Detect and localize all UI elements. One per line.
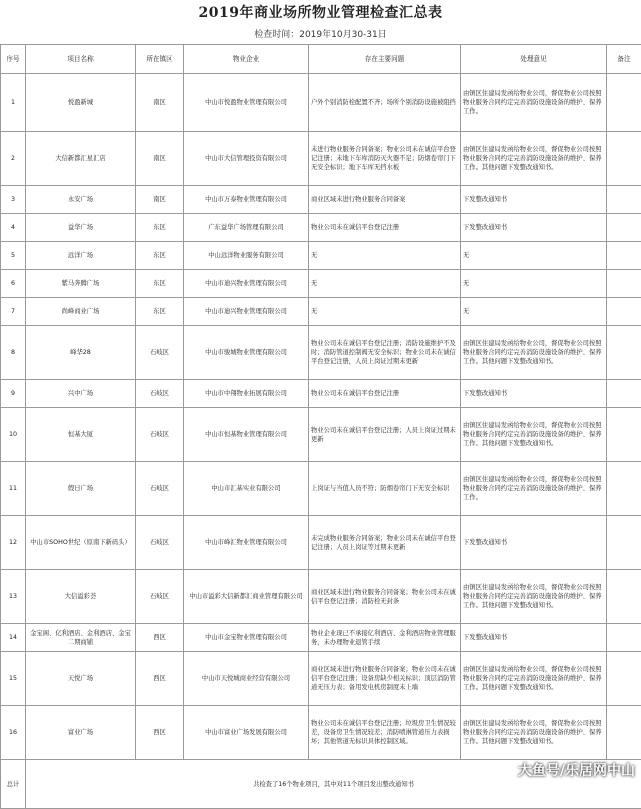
main-issue-cell: 商业区域未进行物业服务合同备案: [309, 186, 461, 214]
table-row: [1, 74, 641, 132]
remark-cell: [607, 270, 641, 298]
property-company-cell: 中山市中翔物业拓展有限公司: [184, 380, 309, 408]
row-number-cell: 14: [1, 624, 26, 652]
district-cell: 石岐区: [136, 380, 184, 408]
property-company-cell: 中山市峰汇物业管理有限公司: [184, 516, 309, 570]
project-name-cell: 中山市SOHO世纪（原南下新码头）: [26, 516, 136, 570]
handling-opinion-cell: 由镇区住建局发函给物业公司，督促物业公司按照物业服务合同约定完善消防设施设备的维护、保养工作。: [461, 74, 607, 132]
handling-opinion-cell: 由镇区住建局发函给物业公司，督促物业公司按照物业服务合同约定完善消防设施设备的维护、保养工作。其他问题下发整改通知书。: [461, 570, 607, 624]
handling-opinion-cell: 无: [461, 298, 607, 326]
handling-opinion-cell: 下发整改通知书: [461, 186, 607, 214]
col-header-company: 物业企业: [184, 45, 309, 74]
row-number-cell: 13: [1, 570, 26, 624]
table-row: [1, 570, 641, 624]
property-company-cell: 中山市金宝物业管理有限公司: [184, 624, 309, 652]
inspection-date: 检查时间：2019年10月30-31日: [0, 26, 641, 44]
table-body: [1, 74, 641, 760]
main-issue-cell: 物业公司未在诚信平台登记注册: [309, 214, 461, 242]
row-number-cell: 10: [1, 408, 26, 462]
main-issue-cell: 物业公司未在诚信平台登记注册: [309, 380, 461, 408]
col-header-district: 所在镇区: [136, 45, 184, 74]
project-name-cell: 天悦广场: [26, 652, 136, 706]
main-issue-cell: 物业公司未在诚信平台登记注册；消防设施维护不及时；消防管道控制阀无安全标识；物业公司未在诚信平台登记注册，人员上岗证过期未更新: [309, 326, 461, 380]
main-issue-cell: 物业公司未在诚信平台登记注册；人员上岗证过期未更新: [309, 408, 461, 462]
remark-cell: [607, 326, 641, 380]
project-name-cell: 大信新都汇星汇店: [26, 132, 136, 186]
handling-opinion-cell: 由镇区住建局发函给物业公司，督促物业公司按照物业服务合同约定完善消防设施设备的维护、保养工作。其他问题下发整改通知书。: [461, 326, 607, 380]
district-cell: 南区: [136, 74, 184, 132]
main-issue-cell: 上岗证与当值人员不符；防烟卷帘门下无安全标识: [309, 462, 461, 516]
project-name-cell: 紫马奔腾广场: [26, 270, 136, 298]
row-number-cell: 2: [1, 132, 26, 186]
table-row: [1, 652, 641, 706]
row-number-cell: 16: [1, 706, 26, 760]
district-cell: 石岐区: [136, 516, 184, 570]
inspection-table: [0, 44, 641, 809]
remark-cell: [607, 298, 641, 326]
header-row: [1, 45, 641, 74]
property-company-cell: 中山远洋物业服务有限公司: [184, 242, 309, 270]
handling-opinion-cell: 下发整改通知书: [461, 214, 607, 242]
project-name-cell: 永安广场: [26, 186, 136, 214]
remark-cell: [607, 408, 641, 462]
main-issue-cell: 物业企业现已不承接亿利酒店、金利酒店物业管理服务，未办理物业退管手续: [309, 624, 461, 652]
project-name-cell: 假日广场: [26, 462, 136, 516]
row-number-cell: 6: [1, 270, 26, 298]
district-cell: 西区: [136, 652, 184, 706]
district-cell: 石岐区: [136, 570, 184, 624]
project-name-cell: 峰华28: [26, 326, 136, 380]
main-issue-cell: 物业公司未在诚信平台登记注册；垃圾房卫生情况较差，设备房卫生情况较差；消防喷淋管道压力表损坏；其他管道无标识具体控制区域。: [309, 706, 461, 760]
table-row: [1, 270, 641, 298]
project-name-cell: 金宝阁、亿利酒店、金利酒店、金宝二期商铺: [26, 624, 136, 652]
project-name-cell: 远洋广场: [26, 242, 136, 270]
main-issue-cell: 商业区域未进行物业服务合同备案；物业公司未在诚信平台登记注册；设备房缺少相关标识；顶层消防管道无压力表；备用发电机房制度未上墙: [309, 652, 461, 706]
row-number-cell: 15: [1, 652, 26, 706]
main-issue-cell: 商业区域未进行物业服务合同备案；物业公司未在诚信平台登记注册；消防栓无封条: [309, 570, 461, 624]
property-company-cell: 中山市大信管理投资有限公司: [184, 132, 309, 186]
project-name-cell: 恒基大厦: [26, 408, 136, 462]
table-row: [1, 132, 641, 186]
table-row: [1, 214, 641, 242]
remark-cell: [607, 186, 641, 214]
district-cell: 东区: [136, 214, 184, 242]
project-name-cell: 兴中广场: [26, 380, 136, 408]
district-cell: 东区: [136, 242, 184, 270]
district-cell: 西区: [136, 624, 184, 652]
row-number-cell: 3: [1, 186, 26, 214]
main-issue-cell: 无: [309, 242, 461, 270]
main-issue-cell: 无: [309, 270, 461, 298]
col-header-action: 处理意见: [461, 45, 607, 74]
col-header-no: 序号: [1, 45, 26, 74]
project-name-cell: 益华广场: [26, 214, 136, 242]
main-issue-cell: 户外个别消防栓配置不齐；场所个别消防设施被阻挡: [309, 74, 461, 132]
remark-cell: [607, 462, 641, 516]
district-cell: 石岐区: [136, 408, 184, 462]
handling-opinion-cell: 由镇区住建局发函给物业公司，督促物业公司按照物业服务合同约定完善消防设施设备的维护、保养工作。其他问题下发整改通知书。: [461, 652, 607, 706]
main-issue-cell: 未完成物业服务合同备案；物业公司未在诚信平台登记注册；人员上岗证等过期未更新: [309, 516, 461, 570]
row-number-cell: 7: [1, 298, 26, 326]
property-company-cell: 广东益华广场管理有限公司: [184, 214, 309, 242]
property-company-cell: 中山市恒基物业管理有限公司: [184, 408, 309, 462]
district-cell: 东区: [136, 298, 184, 326]
handling-opinion-cell: 由镇区住建局发函给物业公司，督促物业公司按照物业服务合同约定完善消防设施设备的维护、保养工作。其他问题下发整改通知书。: [461, 706, 607, 760]
remark-cell: [607, 516, 641, 570]
property-company-cell: 中山市富业广场发展有限公司: [184, 706, 309, 760]
main-issue-cell: 未进行物业服务合同备案；物业公司未在诚信平台登记注册；未地下车库消防灭火器不足；防烟卷帘门下无安全标识；地下车库无挡水板: [309, 132, 461, 186]
handling-opinion-cell: 下发整改通知书: [461, 380, 607, 408]
property-company-cell: 中山市天悦城商业经营有限公司: [184, 652, 309, 706]
project-name-cell: 大信溢彩荟: [26, 570, 136, 624]
property-company-cell: 中山市迪兴物业管理有限公司: [184, 298, 309, 326]
table-row: [1, 624, 641, 652]
remark-cell: [607, 652, 641, 706]
main-issue-cell: 无: [309, 298, 461, 326]
district-cell: 西区: [136, 706, 184, 760]
project-name-cell: 尚峰商业广场: [26, 298, 136, 326]
property-company-cell: 中山市迪兴物业管理有限公司: [184, 270, 309, 298]
row-number-cell: 11: [1, 462, 26, 516]
table-row: [1, 516, 641, 570]
source-watermark: 大鱼号/乐居网中山: [518, 760, 635, 780]
remark-cell: [607, 132, 641, 186]
table-row: [1, 408, 641, 462]
table-row: [1, 186, 641, 214]
property-company-cell: 中山市悦盈物业管理有限公司: [184, 74, 309, 132]
row-number-cell: 12: [1, 516, 26, 570]
district-cell: 南区: [136, 132, 184, 186]
row-number-cell: 1: [1, 74, 26, 132]
row-number-cell: 8: [1, 326, 26, 380]
district-cell: 石岐区: [136, 462, 184, 516]
table-row: [1, 706, 641, 760]
property-company-cell: 中山市骏城物业管理有限公司: [184, 326, 309, 380]
remark-cell: [607, 706, 641, 760]
handling-opinion-cell: 无: [461, 242, 607, 270]
table-row: [1, 242, 641, 270]
remark-cell: [607, 242, 641, 270]
handling-opinion-cell: 由镇区住建局发函给物业公司，督促物业公司按照物业服务合同约定完善消防设施设备的维护、保养工作。: [461, 462, 607, 516]
district-cell: 石岐区: [136, 326, 184, 380]
table-row: [1, 326, 641, 380]
table-row: [1, 380, 641, 408]
handling-opinion-cell: 无: [461, 270, 607, 298]
remark-cell: [607, 570, 641, 624]
project-name-cell: 富业广场: [26, 706, 136, 760]
row-number-cell: 5: [1, 242, 26, 270]
remark-cell: [607, 74, 641, 132]
table-row: [1, 298, 641, 326]
total-label: 总计: [1, 760, 26, 809]
project-name-cell: 悦盈新城: [26, 74, 136, 132]
row-number-cell: 4: [1, 214, 26, 242]
handling-opinion-cell: 下发整改通知书: [461, 516, 607, 570]
handling-opinion-cell: 由镇区住建局发函给物业公司，督促物业公司按照物业服务合同约定完善消防设施设备的维护、保养工作。其他问题下发整改通知书。: [461, 132, 607, 186]
col-header-note: 备注: [607, 45, 641, 74]
table-row: [1, 462, 641, 516]
property-company-cell: 中山市万泰物业管理有限公司: [184, 186, 309, 214]
col-header-project: 项目名称: [26, 45, 136, 74]
row-number-cell: 9: [1, 380, 26, 408]
remark-cell: [607, 214, 641, 242]
handling-opinion-cell: 由镇区住建局发函给物业公司，督促物业公司按照物业服务合同约定完善消防设施设备的维护、保养工作。其他问题下发整改通知书。: [461, 408, 607, 462]
sheet-title: 2019年商业场所物业管理检查汇总表: [0, 0, 641, 26]
remark-cell: [607, 624, 641, 652]
property-company-cell: 中山市汇基实业有限公司: [184, 462, 309, 516]
district-cell: 南区: [136, 186, 184, 214]
district-cell: 东区: [136, 270, 184, 298]
remark-cell: [607, 380, 641, 408]
total-summary: 共检查了16个物业项目，其中对11个项目发出整改通知书: [26, 760, 641, 809]
property-company-cell: 中山市溢彩大信新都汇商业管理有限公司: [184, 570, 309, 624]
col-header-issue: 存在主要问题: [309, 45, 461, 74]
handling-opinion-cell: 下发整改通知书: [461, 624, 607, 652]
